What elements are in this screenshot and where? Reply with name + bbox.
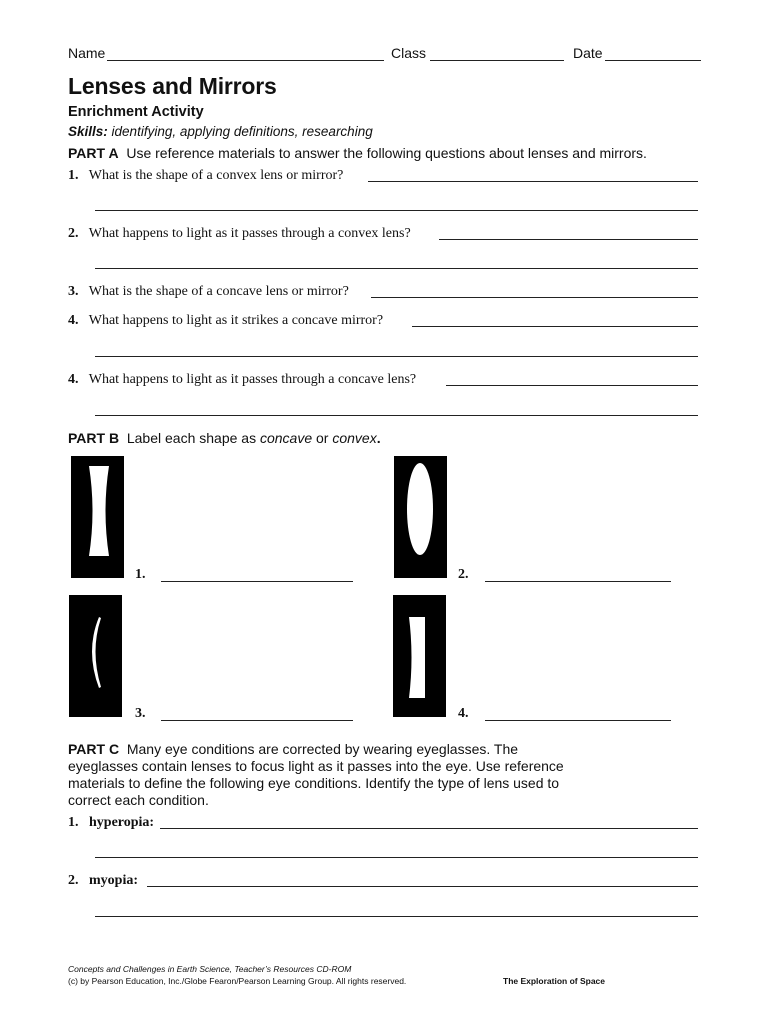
answer-line[interactable] bbox=[95, 415, 698, 416]
shape-2-box bbox=[394, 456, 447, 578]
part-c-line-4: correct each condition. bbox=[68, 792, 209, 808]
footer-source: Concepts and Challenges in Earth Science, Teacher’s Resources CD-ROM bbox=[68, 964, 352, 974]
part-a-heading bbox=[68, 145, 647, 161]
question-c1 bbox=[68, 815, 154, 831]
skills-label: Skills: bbox=[68, 124, 108, 139]
question-text: What happens to light as it passes through a convex lens? bbox=[88, 226, 411, 241]
footer-chapter: The Exploration of Space bbox=[503, 976, 606, 986]
shape-4-number: 4. bbox=[458, 706, 469, 721]
footer-copyright: (c) by Pearson Education, Inc./Globe Fearon/Pearson Learning Group. All rights reserved. bbox=[68, 976, 407, 986]
shape-3-answer-line[interactable] bbox=[161, 720, 353, 721]
part-c-paragraph bbox=[68, 741, 564, 809]
question-term: myopia: bbox=[89, 873, 138, 888]
skills-line bbox=[68, 124, 373, 139]
question-text: What happens to light as it passes through a concave lens? bbox=[88, 372, 417, 387]
skills-text: identifying, applying definitions, researching bbox=[111, 124, 373, 139]
class-label: Class bbox=[391, 45, 427, 61]
answer-line[interactable] bbox=[446, 385, 698, 386]
part-b-word-convex: convex bbox=[332, 430, 377, 446]
answer-line[interactable] bbox=[147, 886, 698, 887]
date-field[interactable] bbox=[605, 60, 701, 61]
question-a4 bbox=[68, 313, 383, 329]
answer-line[interactable] bbox=[439, 239, 698, 240]
question-number: 1. bbox=[68, 815, 79, 830]
question-a3 bbox=[68, 284, 349, 300]
answer-line[interactable] bbox=[368, 181, 698, 182]
part-c-line-2: eyeglasses contain lenses to focus light as it passes into the eye. Use reference bbox=[68, 758, 564, 774]
part-c-line-1 bbox=[68, 741, 564, 758]
answer-line[interactable] bbox=[371, 297, 698, 298]
answer-line[interactable] bbox=[95, 210, 698, 211]
convex-lens-icon bbox=[394, 456, 447, 578]
question-number: 1. bbox=[68, 168, 79, 183]
part-b-instruction: Label each shape as bbox=[126, 430, 260, 446]
question-number: 4. bbox=[68, 372, 79, 387]
answer-line[interactable] bbox=[160, 828, 698, 829]
page-title: Lenses and Mirrors bbox=[68, 73, 277, 99]
concave-lens-icon bbox=[71, 456, 124, 578]
name-label: Name bbox=[68, 45, 106, 61]
date-label: Date bbox=[573, 45, 603, 61]
question-number: 3. bbox=[68, 284, 79, 299]
question-text: What is the shape of a concave lens or mirror? bbox=[88, 284, 349, 299]
part-b-period: . bbox=[376, 430, 381, 446]
part-b-heading bbox=[68, 430, 381, 446]
shape-3-box bbox=[69, 595, 122, 717]
question-number: 2. bbox=[68, 226, 79, 241]
part-b-word-concave: concave bbox=[259, 430, 313, 446]
question-number: 2. bbox=[68, 873, 79, 888]
part-a-instruction: Use reference materials to answer the following questions about lenses and mirrors. bbox=[126, 145, 647, 161]
answer-line[interactable] bbox=[95, 857, 698, 858]
shape-1-answer-line[interactable] bbox=[161, 581, 353, 582]
concave-mirror-icon bbox=[393, 595, 446, 717]
page-subtitle: Enrichment Activity bbox=[68, 104, 204, 120]
question-number: 4. bbox=[68, 313, 79, 328]
name-field[interactable] bbox=[107, 60, 384, 61]
part-b-or: or bbox=[312, 430, 333, 446]
shape-2-answer-line[interactable] bbox=[485, 581, 671, 582]
convex-mirror-icon bbox=[69, 595, 122, 717]
part-c-text: Many eye conditions are corrected by wearing eyeglasses. The bbox=[126, 741, 519, 757]
class-field[interactable] bbox=[430, 60, 564, 61]
question-text: What is the shape of a convex lens or mirror? bbox=[88, 168, 344, 183]
part-a-label: PART A bbox=[68, 145, 119, 161]
question-a5 bbox=[68, 372, 416, 388]
answer-line[interactable] bbox=[412, 326, 698, 327]
answer-line[interactable] bbox=[95, 268, 698, 269]
shape-3-number: 3. bbox=[135, 706, 146, 721]
shape-4-box bbox=[393, 595, 446, 717]
shape-1-box bbox=[71, 456, 124, 578]
question-a1 bbox=[68, 168, 343, 184]
part-b-label: PART B bbox=[68, 430, 120, 446]
question-text: What happens to light as it strikes a concave mirror? bbox=[88, 313, 384, 328]
question-term: hyperopia: bbox=[89, 815, 155, 830]
question-c2 bbox=[68, 873, 138, 889]
shape-4-answer-line[interactable] bbox=[485, 720, 671, 721]
shape-2-number: 2. bbox=[458, 567, 469, 582]
answer-line[interactable] bbox=[95, 356, 698, 357]
shape-1-number: 1. bbox=[135, 567, 146, 582]
question-a2 bbox=[68, 226, 411, 242]
answer-line[interactable] bbox=[95, 916, 698, 917]
part-c-label: PART C bbox=[68, 741, 120, 757]
part-c-line-3: materials to define the following eye conditions. Identify the type of lens used to bbox=[68, 775, 560, 791]
